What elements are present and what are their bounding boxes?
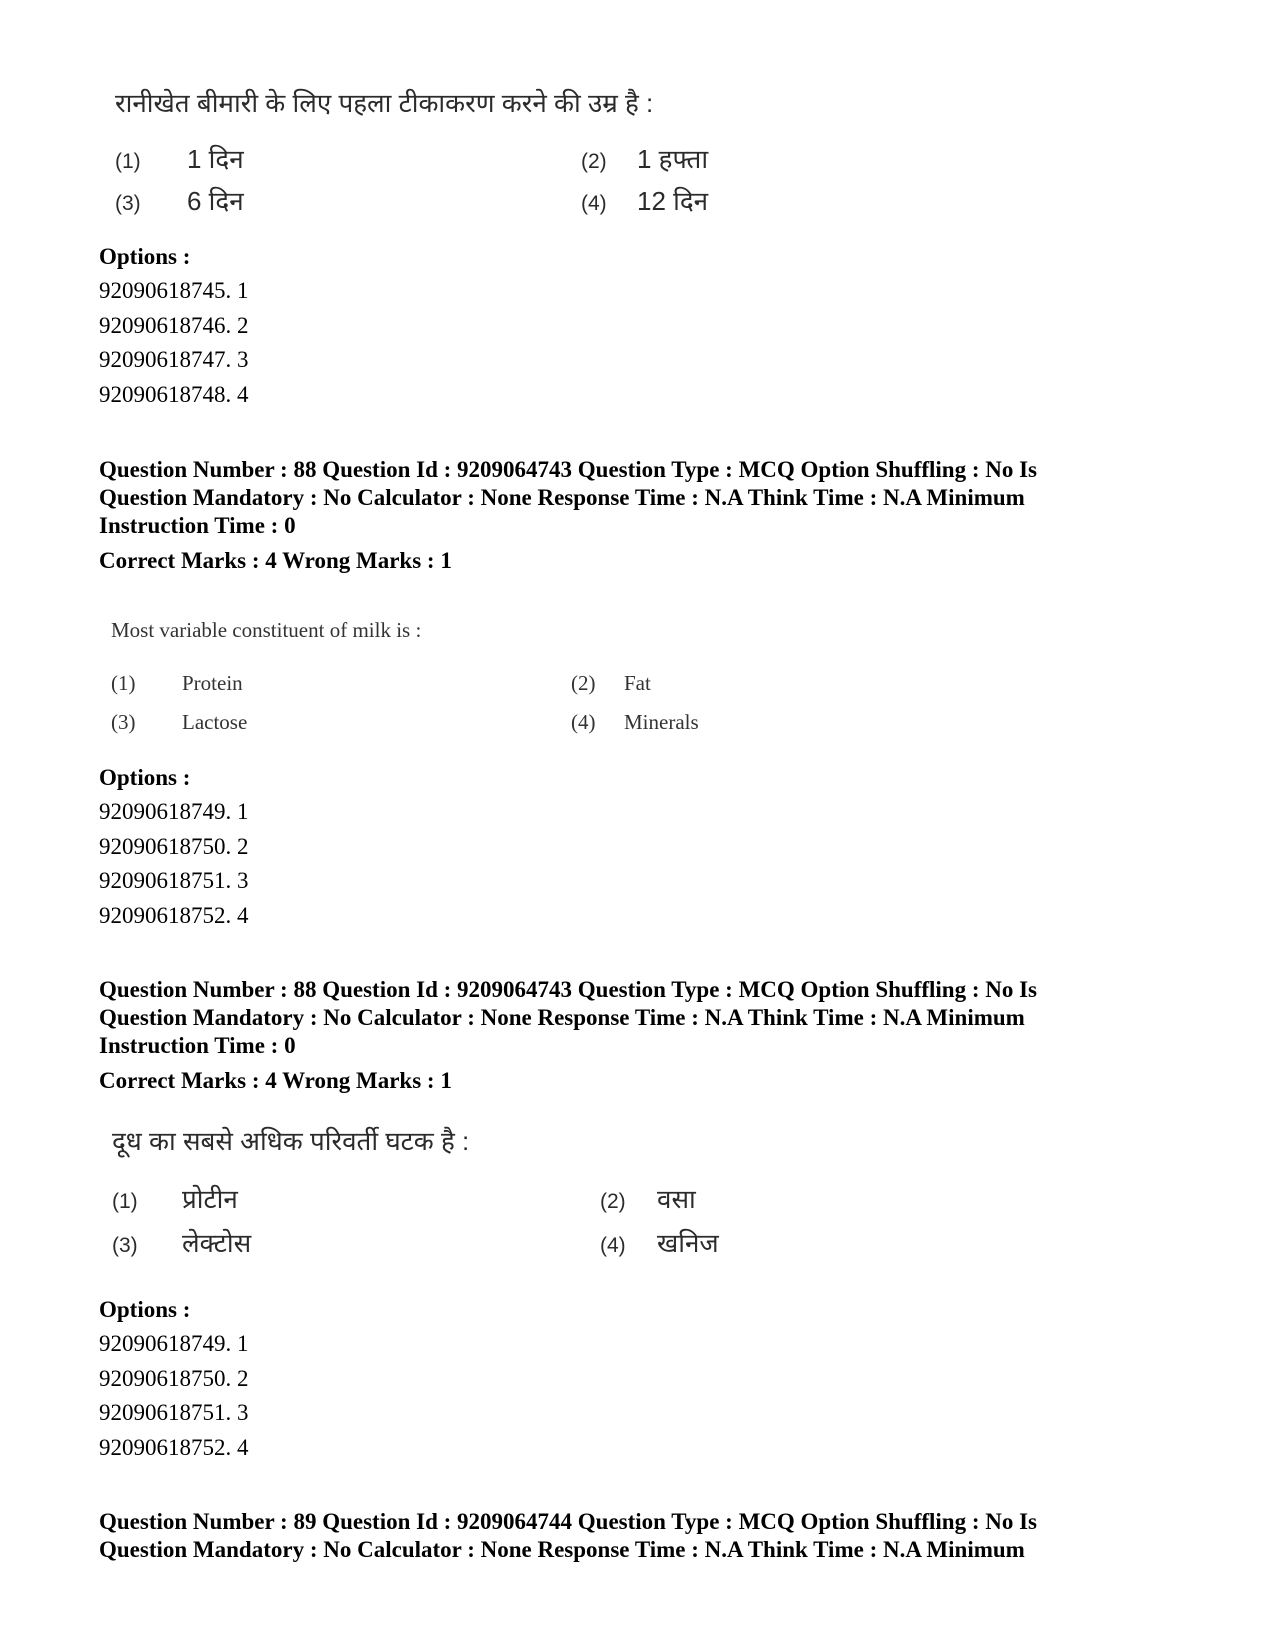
options-label: Options :	[99, 1297, 191, 1322]
choice-3	[112, 1224, 251, 1260]
choice-text: 1 दिन	[187, 144, 244, 174]
choice-number: (1)	[111, 671, 136, 695]
choice-1	[111, 671, 243, 696]
choice-number: (1)	[112, 1190, 138, 1213]
options-label: Options :	[99, 765, 191, 790]
option-item: 92090618750. 2	[99, 1365, 249, 1391]
choice-1	[115, 140, 244, 176]
question-header	[99, 976, 1179, 1095]
option-item: 92090618746. 2	[99, 312, 249, 338]
choice-number: (3)	[115, 192, 141, 215]
choice-3	[115, 182, 244, 218]
options-list	[99, 240, 249, 412]
question-meta-line: Question Mandatory : No Calculator : None Response Time : N.A Think Time : N.A Minimum	[99, 485, 1025, 510]
question-stem: दूध का सबसे अधिक परिवर्ती घटक है :	[112, 1126, 470, 1156]
choice-2	[581, 140, 708, 176]
question-stem: रानीखेत बीमारी के लिए पहला टीकाकरण करने की उम्र है :	[115, 88, 654, 118]
choice-text: 12 दिन	[637, 186, 709, 216]
question-image-ranikhet	[115, 84, 735, 214]
choice-text: Minerals	[624, 710, 699, 734]
choice-number: (4)	[600, 1234, 626, 1257]
choice-number: (4)	[571, 710, 596, 734]
options-list	[99, 1293, 249, 1465]
question-image-milk-hindi	[112, 1122, 732, 1257]
choice-text: Fat	[624, 671, 651, 695]
marks-line: Correct Marks : 4 Wrong Marks : 1	[99, 548, 452, 573]
choice-number: (1)	[115, 150, 141, 173]
choice-1	[112, 1180, 238, 1216]
question-meta-line: Question Number : 89 Question Id : 9209064744 Question Type : MCQ Option Shuffling : No Is	[99, 1509, 1038, 1534]
choice-4	[571, 710, 699, 735]
question-stem: Most variable constituent of milk is :	[111, 618, 422, 642]
options-list	[99, 761, 249, 933]
choice-4	[600, 1224, 719, 1260]
question-meta-line: Instruction Time : 0	[99, 513, 296, 538]
choice-text: लेक्टोस	[182, 1228, 252, 1258]
choice-text: प्रोटीन	[182, 1184, 238, 1214]
option-item: 92090618752. 4	[99, 902, 249, 928]
choice-4	[581, 182, 708, 218]
choice-number: (2)	[600, 1190, 626, 1213]
question-meta-line: Question Mandatory : No Calculator : None Response Time : N.A Think Time : N.A Minimum	[99, 1005, 1025, 1030]
question-header	[99, 456, 1179, 575]
question-meta-line: Instruction Time : 0	[99, 1033, 296, 1058]
option-item: 92090618749. 1	[99, 1331, 249, 1356]
choice-text: खनिज	[657, 1228, 719, 1258]
options-label: Options :	[99, 244, 191, 269]
question-image-milk-english	[111, 618, 731, 738]
choice-number: (2)	[571, 671, 596, 695]
choice-2	[600, 1180, 696, 1216]
question-header	[99, 1508, 1179, 1564]
choice-text: 1 हफ्ता	[637, 144, 709, 174]
question-meta-line: Question Number : 88 Question Id : 9209064743 Question Type : MCQ Option Shuffling : No Is	[99, 977, 1038, 1002]
question-meta-line: Question Mandatory : No Calculator : None Response Time : N.A Think Time : N.A Minimum	[99, 1537, 1025, 1562]
choice-text: Lactose	[182, 710, 248, 734]
question-meta-line: Question Number : 88 Question Id : 9209064743 Question Type : MCQ Option Shuffling : No Is	[99, 457, 1038, 482]
choice-text: 6 दिन	[187, 186, 244, 216]
option-item: 92090618745. 1	[99, 278, 249, 303]
choice-text: वसा	[657, 1184, 696, 1214]
choice-text: Protein	[182, 671, 243, 695]
option-item: 92090618749. 1	[99, 799, 249, 824]
option-item: 92090618748. 4	[99, 381, 249, 407]
choice-number: (2)	[581, 150, 607, 173]
choice-2	[571, 671, 651, 696]
option-item: 92090618751. 3	[99, 1400, 249, 1425]
option-item: 92090618750. 2	[99, 833, 249, 859]
choice-number: (3)	[112, 1234, 138, 1257]
choice-number: (4)	[581, 192, 607, 215]
choice-3	[111, 710, 247, 735]
option-item: 92090618747. 3	[99, 347, 249, 372]
option-item: 92090618751. 3	[99, 868, 249, 893]
marks-line: Correct Marks : 4 Wrong Marks : 1	[99, 1068, 452, 1093]
option-item: 92090618752. 4	[99, 1434, 249, 1460]
choice-number: (3)	[111, 710, 136, 734]
